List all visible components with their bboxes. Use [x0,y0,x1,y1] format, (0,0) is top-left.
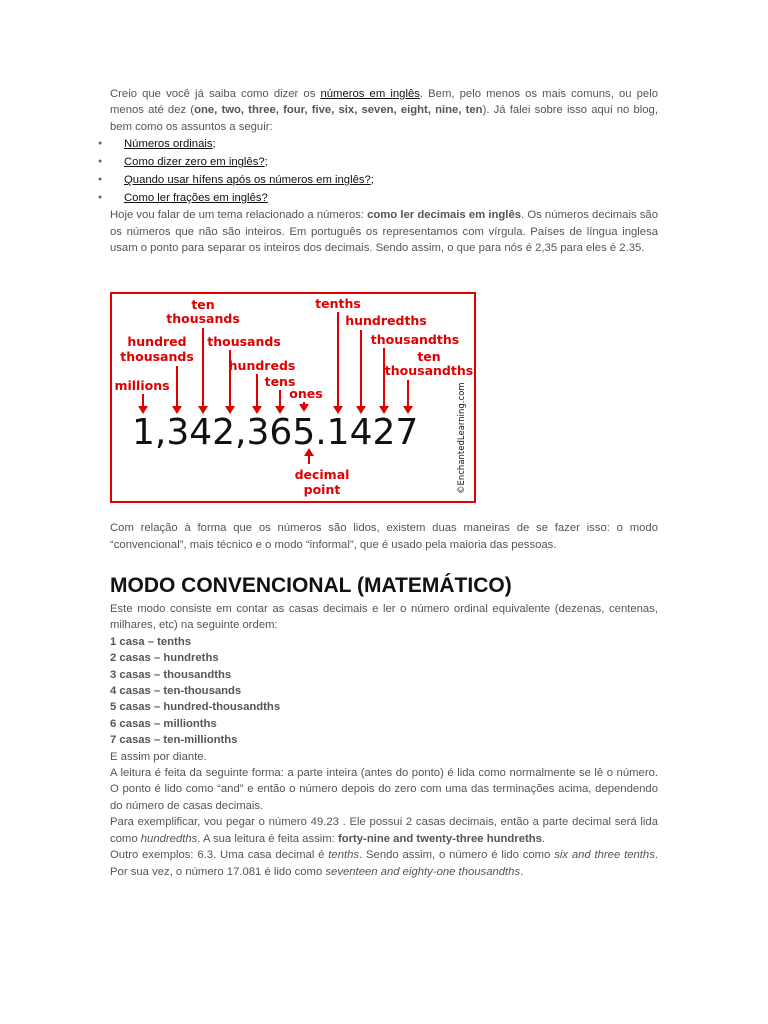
numeros-em-ingles-link[interactable]: números em inglês [320,88,420,100]
label-ten-thousandths-2: thousandths [384,363,474,378]
label-ones: ones [289,386,323,401]
intro-text-a: Creio que você já saiba como dizer os [110,88,321,100]
bullet-suffix: ; [212,138,216,151]
reading-explanation: A leitura é feita da seguinte forma: a parte inteira (antes do ponto) é lida como normalmente se lê o número. O ponto é lido como “and” e então o número depois do zero com uma das terminações acima, dependendo do número de casas decimais. [110,767,658,812]
ex1-text-c: . [541,832,546,845]
section-after: E assim por diante. [110,750,207,763]
ex2-text-c: . Por sua vez, o número 17.081 é lido como [110,849,658,878]
list-item: 4 casas – ten-thousands [110,685,242,698]
p2-text-a: Hoje vou falar de um tema relacionado a números: [110,209,368,222]
section-heading: MODO CONVENCIONAL (MATEMÁTICO) [110,574,512,597]
ex1-text-b: . A sua leitura é feita assim: [197,832,338,845]
intro-block [110,86,658,256]
list-item: 5 casas – hundred-thousandths [110,701,281,714]
label-thousandths: thousandths [370,332,460,347]
label-hundreds: hundreds [228,358,296,373]
ex1-text-a: Para exemplificar, vou pegar o número 49.23 . Ele possui 2 casas decimais, então a parte decimal será lida como [110,816,658,845]
list-item: 6 casas – millionths [110,717,217,730]
label-ten-thousands-2: thousands [166,311,240,326]
label-millions: millions [114,378,170,393]
ex2-italic-1: tenths [328,849,360,862]
figure-number: 1,342,365.1427 [132,412,419,453]
label-ten-1: ten [191,297,215,312]
ex2-italic-2: six and three tenths [554,849,655,862]
label-tenths: tenths [315,296,361,311]
list-item: 3 casas – thousandths [110,668,232,681]
bullet-suffix: ; [370,174,374,187]
p2-bold: como ler decimais em inglês [367,209,522,222]
figure-credit: ©EnchantedLearning.com [457,382,467,494]
bullet-suffix: ; [264,156,268,169]
place-value-figure [110,292,476,503]
intro-text-b: . Bem, pelo menos os mais comuns, ou pelo menos até dez ( [110,88,658,117]
bullet-link-fracoes[interactable]: Como ler frações em inglês? [124,192,268,205]
list-item [110,135,658,153]
example-2 [110,847,658,880]
topic-list [110,135,658,207]
bullet-link-hifens[interactable]: Quando usar hífens após os números em inglês? [124,174,371,187]
p2-text-b: . Os números decimais são os números que não são inteiros. Em português os representamos com vírgula. Países de língua inglesa usam o ponto para separar os inteiros dos decimais. Sendo assim, o que para nós é 2,35 para eles é 2.35. [110,209,658,255]
label-hundredths: hundredths [345,313,427,328]
ex2-italic-3: seventeen and eighty-one thousandths [325,865,521,878]
ex1-italic: hundredths [140,832,198,845]
intro-text-c: ). Já falei sobre isso aqui no blog, bem como os assuntos a seguir: [110,104,658,133]
ex2-text-d: . [520,865,524,878]
bullet-link-zero[interactable]: Como dizer zero em inglês? [124,156,265,169]
reading-modes-paragraph: Com relação à forma que os números são lidos, existem duas maneiras de se fazer isso: o modo “convencional”, mais técnico e o modo “informal”, que é usado pela maioria das pessoas. [110,522,658,551]
ex2-text-a: Outro exemplos: 6.3. Uma casa decimal é [110,849,329,862]
list-item: 1 casa – tenths [110,635,192,648]
label-decimal: decimal [294,467,350,482]
place-value-diagram [112,294,474,501]
conventional-section [110,601,658,880]
list-item [110,153,658,171]
decimals-paragraph [110,207,658,256]
intro-numbers-bold: one, two, three, four, five, six, seven, eight, nine, ten [194,104,483,117]
list-item: 7 casas – ten-millionths [110,734,238,747]
label-point: point [303,482,341,497]
label-tens: tens [264,374,296,389]
example-1 [110,814,658,847]
list-item [110,189,658,207]
label-hundred-1: hundred [127,334,187,349]
list-item: 2 casas – hundreths [110,652,219,665]
ex1-bold: forty-nine and twenty-three hundreths [337,832,542,845]
label-ten-thousandths-1: ten [417,349,441,364]
intro-paragraph [110,86,658,135]
label-thousands: thousands [207,334,281,349]
ex2-text-b: . Sendo assim, o número é lido como [359,849,555,862]
bullet-link-numeros-ordinais[interactable]: Números ordinais [124,138,213,151]
section-intro: Este modo consiste em contar as casas decimais e ler o número ordinal equivalente (dezenas, centenas, milhares, etc) na seguinte ordem: [110,603,658,632]
label-hundred-thousands-2: thousands [120,349,194,364]
list-item [110,171,658,189]
